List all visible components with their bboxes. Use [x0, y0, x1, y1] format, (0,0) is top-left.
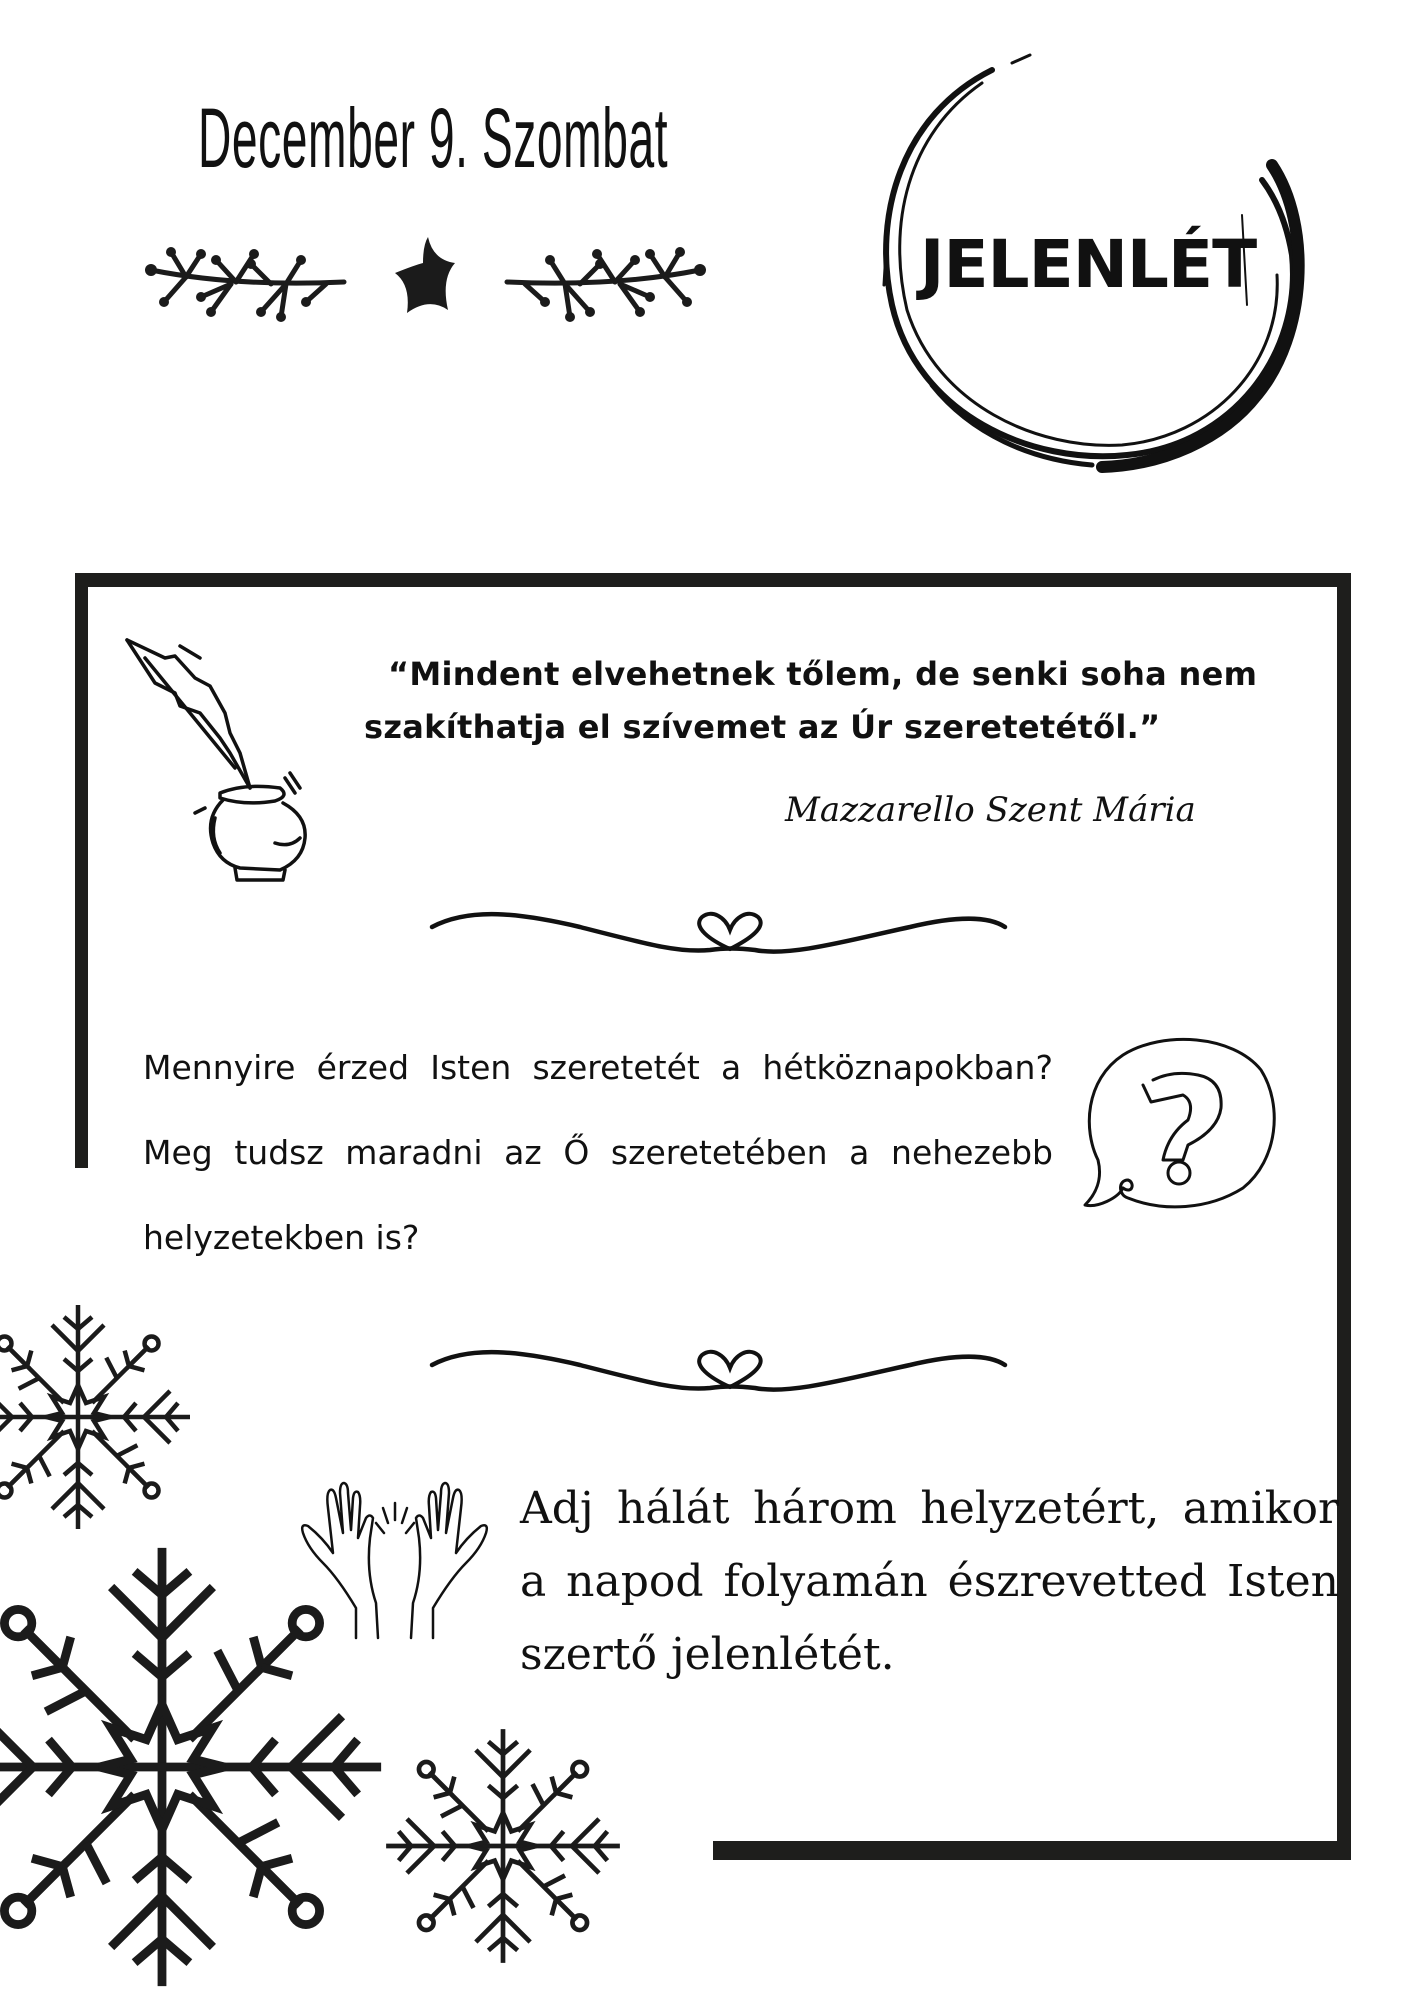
frame-top-edge	[75, 573, 1351, 587]
frame-bottom-edge	[713, 1841, 1351, 1860]
quote-line-2: szakíthatja el szívemet az Úr szeretetétől.”	[364, 708, 1161, 746]
gratitude-prompt: Adj hálát három helyzetért, amikor a napod folyamán észrevetted Isten szertő jelenlétét.	[520, 1483, 1339, 1680]
question-speech-bubble-icon	[1083, 1030, 1278, 1215]
frame-right-edge	[1337, 573, 1351, 1860]
quote-line-1: “Mindent elvehetnek tőlem, de senki soha nem	[388, 655, 1258, 693]
quote-attribution: Mazzarello Szent Mária	[785, 790, 1196, 830]
branch-left-icon	[146, 232, 346, 327]
heart-flourish-divider-2	[430, 1343, 1010, 1403]
star-icon	[393, 235, 463, 315]
branch-right-icon	[505, 232, 705, 327]
reflection-question: Mennyire érzed Isten szeretetét a hétköznapokban? Meg tudsz maradni az Ő szeretetében a nehezebb helyzetekben is?	[143, 1048, 1053, 1257]
quill-inkwell-icon	[125, 638, 340, 883]
date-title: December 9. Szombat	[198, 91, 669, 185]
frame-left-edge	[75, 573, 88, 1168]
snowflake-medium-icon	[383, 1726, 623, 1966]
snowflake-large-icon	[0, 1542, 387, 1992]
heart-flourish-divider-1	[430, 905, 1010, 965]
snowflake-small-icon	[0, 1302, 193, 1532]
badge-label: JELENLÉT	[919, 226, 1257, 303]
